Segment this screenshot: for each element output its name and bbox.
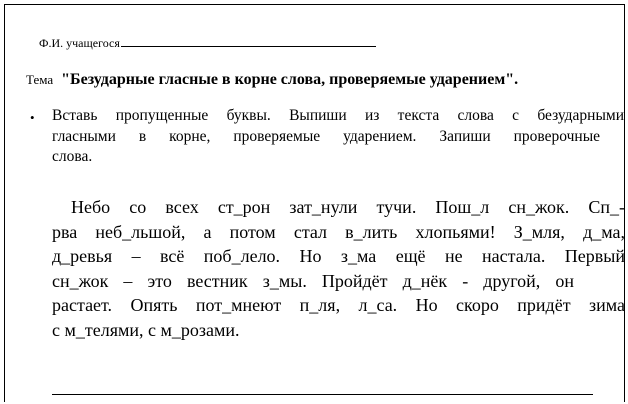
student-name-line [39, 36, 376, 51]
exercise-text [52, 195, 625, 342]
text-line: д_ревья – всё поб_лело. Но з_ма ещё не настала. Первый [52, 246, 625, 266]
topic-label: Тема [26, 72, 54, 87]
task-line: гласными в корне, проверяемые ударением. Запиши проверочные [52, 127, 600, 145]
student-name-blank [121, 36, 376, 47]
text-line: сн_жок – это вестник з_мы. Пройдёт д_нёк - другой, он [52, 270, 574, 291]
text-line: растает. Опять пот_мнеют п_ля, л_са. Но скоро придёт зима [52, 295, 625, 315]
text-line: рва неб_льшой, а потом стал в_лить хлопьями! З_мля, д_ма, [52, 221, 625, 242]
task-line: слова. [52, 148, 93, 165]
task-line: Вставь пропущенные буквы. Выпиши из текста слова с безударными [52, 107, 624, 124]
text-line: с м_телями, с м_розами. [52, 319, 240, 340]
topic-title: "Безударные гласные в корне слова, проверяемые ударением". [61, 71, 519, 88]
topic [26, 71, 518, 89]
bullet-icon: • [30, 110, 35, 125]
answer-line[interactable] [52, 394, 593, 395]
text-line: Небо со всех ст_рон зат_нули тучи. Пош_л сн_жок. Сп_- [71, 197, 625, 217]
student-name-label: Ф.И. учащегося [39, 36, 120, 50]
task-instructions [52, 106, 624, 168]
